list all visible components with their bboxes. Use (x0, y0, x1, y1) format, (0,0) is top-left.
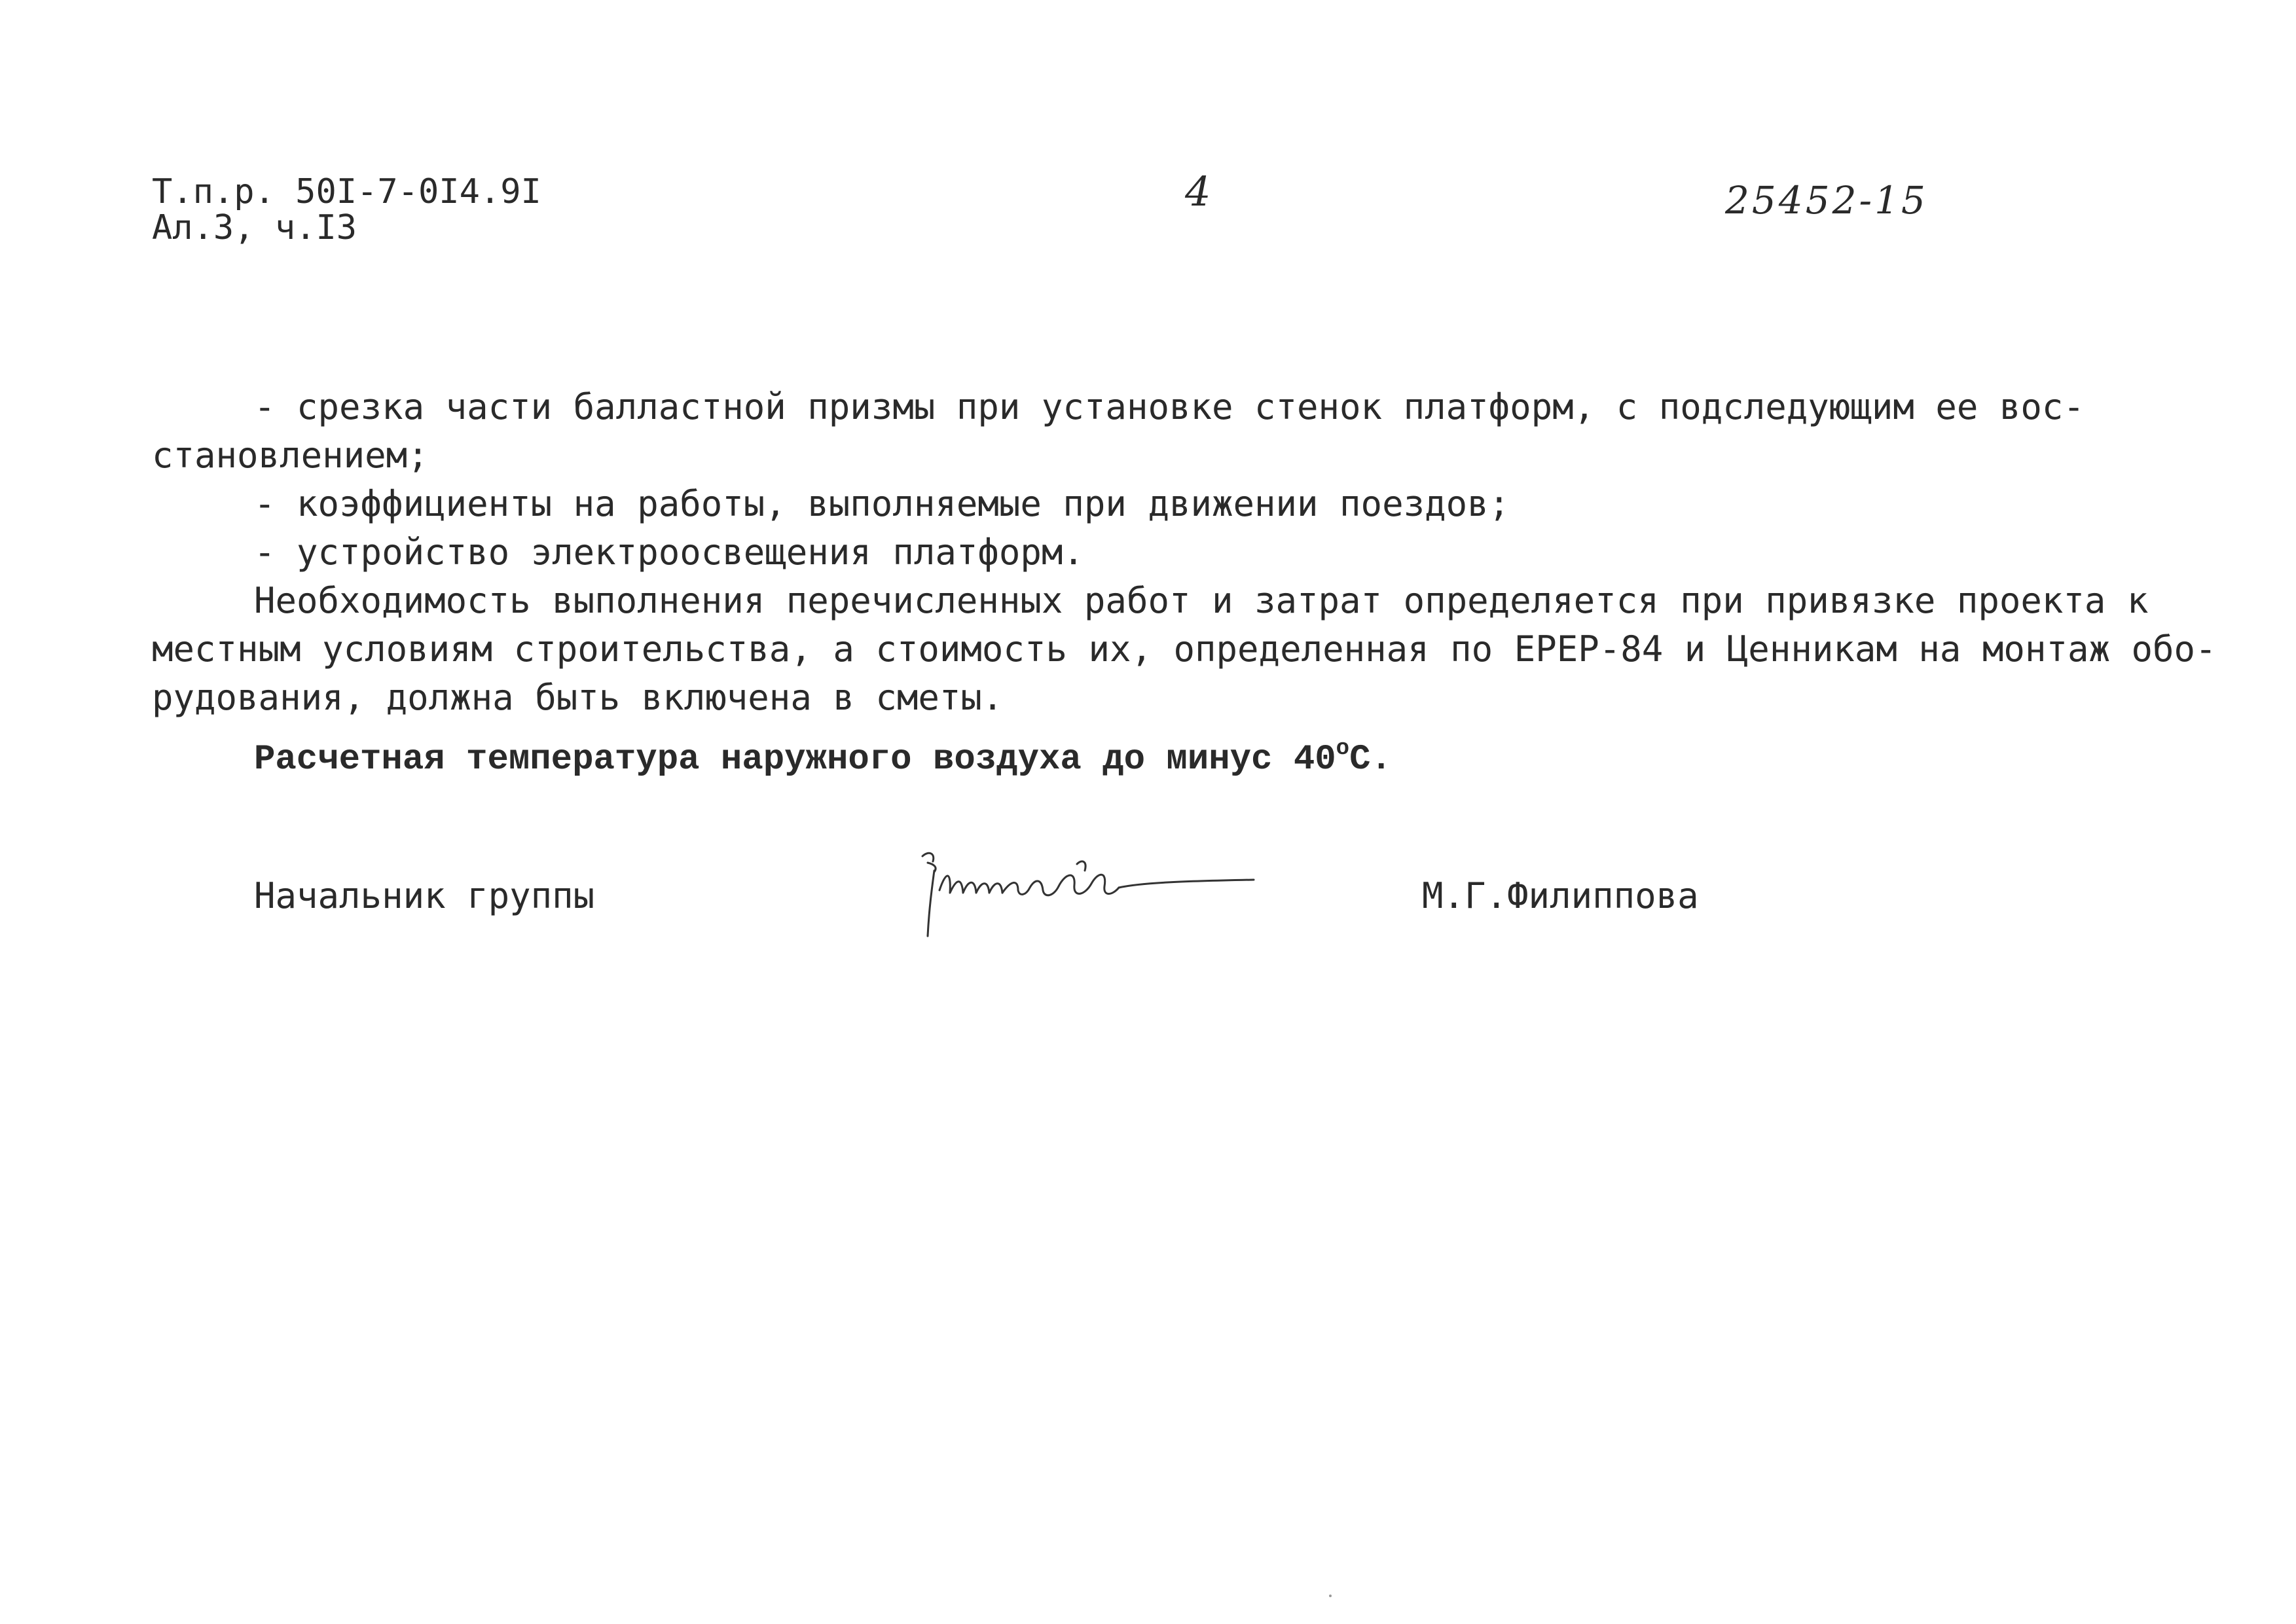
temperature-note (152, 736, 2109, 784)
document-code: Т.п.р. 50I-7-0I4.9I (152, 172, 541, 211)
item-ballast-line-1: - срезка части балластной призмы при установке стенок платформ, с подследующим ее вос- (254, 386, 2085, 427)
temperature-unit: С. (1349, 740, 1392, 780)
inventory-number: 25452-15 (1725, 178, 1928, 223)
signature-title: Начальник группы (254, 875, 595, 916)
main-text (152, 383, 2217, 722)
sheet-reference: Ал.3, ч.I3 (152, 208, 357, 247)
temperature-text: Расчетная температура наружного воздуха до минус 40 (254, 740, 1336, 780)
item-ballast-line-2: становлением; (152, 435, 429, 476)
handwritten-signature (913, 844, 1306, 949)
necessity-line-2: местным условиям строительства, а стоимость их, определенная по ЕРЕР-84 и Ценникам на монтаж обо- (152, 628, 2217, 670)
necessity-line-3: рудования, должна быть включена в сметы. (152, 677, 1004, 718)
necessity-line-1: Необходимость выполнения перечисленных работ и затрат определяется при привязке проекта к (254, 580, 2149, 621)
signer-name: М.Г.Филиппова (1422, 875, 1699, 916)
scan-speck (1329, 1595, 1332, 1597)
item-coefficients: - коэффициенты на работы, выполняемые при движении поездов; (254, 483, 1510, 524)
page-number: 4 (1185, 168, 1211, 215)
item-lighting: - устройство электроосвещения платформ. (254, 532, 1084, 573)
degree-sign: о (1336, 736, 1350, 761)
